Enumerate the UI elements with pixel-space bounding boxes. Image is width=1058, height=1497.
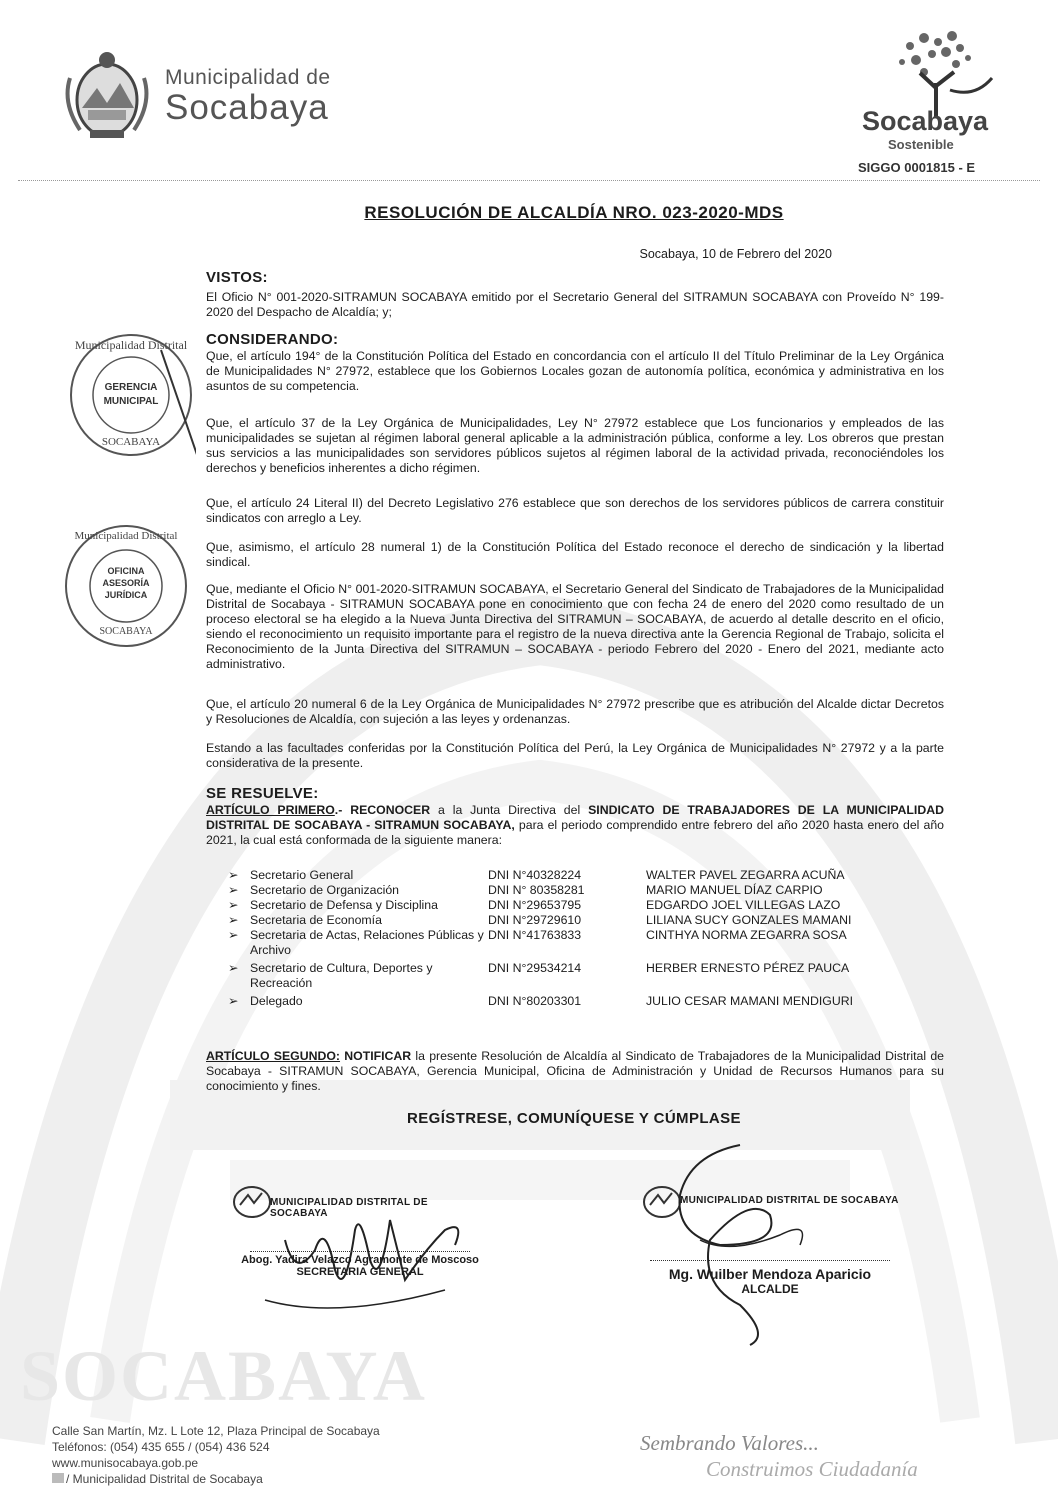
signature-municipality: MUNICIPALIDAD DISTRITAL DE SOCABAYA <box>680 1195 899 1206</box>
considerando-paragraph: Estando a las facultades conferidas por la Constitución Política del Perú, la Ley Orgánica de Municipalidades N° 27972 y a la parte considerativa de la presente. <box>206 741 944 770</box>
stamp-gerencia-municipal: Municipalidad Distrital GERENCIA MUNICIPAL SOCABAYA <box>66 330 196 460</box>
municipality-name: Socabaya <box>165 88 329 127</box>
bullet-arrow-icon: ➢ <box>228 898 239 912</box>
list-item: ➢ Secretaria de Actas, Relaciones Públicas y Archivo DNI N°41763833 CINTHYA NORMA ZEGARRA SOSA <box>228 928 847 957</box>
closing-formula: REGÍSTRESE, COMUNÍQUESE Y CÚMPLASE <box>407 1110 741 1127</box>
header-divider <box>18 180 1040 181</box>
resuelve-heading: SE RESUELVE: <box>206 785 319 802</box>
considerando-paragraph: Que, el artículo 24 Literal II) del Decreto Legislativo 276 establece que son derechos de los servidores públicos de carrera constituir sindicatos con arreglo a Ley. <box>206 496 944 525</box>
footer-website: www.munisocabaya.gob.pe <box>52 1456 199 1470</box>
secretary-name: Abog. Yadira Velazco Agramonte de Moscoso <box>241 1254 479 1266</box>
facebook-icon <box>52 1473 64 1483</box>
watermark-text: SOCABAYA <box>20 1336 427 1416</box>
bullet-arrow-icon: ➢ <box>228 961 239 975</box>
article-one-label: ARTÍCULO PRIMERO <box>206 803 335 817</box>
bullet-arrow-icon: ➢ <box>228 994 239 1008</box>
footer-social: / Municipalidad Distrital de Socabaya <box>52 1471 380 1487</box>
list-item: ➢ Secretario de Cultura, Deportes y Recreación DNI N°29534214 HERBER ERNESTO PÉREZ PAUCA <box>228 961 850 990</box>
article-two: ARTÍCULO SEGUNDO: NOTIFICAR la presente Resolución de Alcaldía al Sindicato de Trabajadores de la Municipalidad Distrital de Socabaya - SITRAMUN SOCABAYA, Gerencia Municipal, Oficina de Administración y Unidad de Recursos Humanos para su conocimiento y fines. <box>206 1049 945 1093</box>
considerando-paragraph: Que, mediante el Oficio N° 001-2020-SITRAMUN SOCABAYA, el Secretario General del Sindicato de Trabajadores de la Municipalidad Distrital de Socabaya - SITRAMUN SOCABAYA pone en conocimiento que con fecha 24 de enero del 2020 como resultado de un proceso electoral se ha elegido a la Nueva Junta Directiva del SITRAMUN – SOCABAYA, de acuerdo al detalle descrito en el oficio, siendo el reconocimiento un requisito importante para el registro de la nueva directiva ante la Gerencia Regional de Trabajo, solicita el Reconocimiento de la Junta Directiva del SITRAMUN – SOCABAYA - periodo Febrero del 2020 - Enero del 2021, mediante acto administrativo. <box>206 582 944 671</box>
footer-motto <box>640 1430 918 1482</box>
bullet-arrow-icon: ➢ <box>228 868 239 882</box>
list-item: ➢ Secretaria de Economía DNI N°29729610 LILIANA SUCY GONZALES MAMANI <box>228 913 852 927</box>
article-two-label: ARTÍCULO SEGUNDO: <box>206 1049 341 1063</box>
list-item: ➢ Delegado DNI N°80203301 JULIO CESAR MAMANI MENDIGURI <box>228 994 854 1008</box>
bullet-arrow-icon: ➢ <box>228 883 239 897</box>
secretary-title: SECRETARIA GENERAL <box>296 1266 424 1278</box>
vistos-heading: VISTOS: <box>206 269 268 286</box>
considerando-paragraph: Que, el artículo 194° de la Constitución Política del Estado en concordancia con el artículo II del Título Preliminar de la Ley Orgánica de Municipalidades N° 27972, establece que los Gobiernos Locales gozan de autonomía política, económica y administrativa en los asuntos de su competencia. <box>206 349 944 393</box>
brand-name: Socabaya <box>862 106 989 136</box>
brand-tagline: Sostenible <box>888 137 954 152</box>
bullet-arrow-icon: ➢ <box>228 913 239 927</box>
stamp-asesoria-juridica: Municipalidad Distrital OFICINA ASESORÍA JURÍDICA SOCABAYA <box>62 522 190 650</box>
signature-municipality: MUNICIPALIDAD DISTRITAL DE SOCABAYA <box>270 1197 428 1219</box>
signature-block-right-name <box>640 1260 900 1296</box>
footer-phones: Teléfonos: (054) 435 655 / (054) 436 524 <box>52 1440 270 1454</box>
municipal-crest-icon <box>62 48 152 143</box>
motto-line-1: Sembrando Valores... <box>640 1431 819 1455</box>
mayor-title: ALCALDE <box>741 1282 799 1296</box>
signature-block-left <box>270 1197 470 1219</box>
list-item: ➢ Secretario de Defensa y Disciplina DNI N°29653795 EDGARDO JOEL VILLEGAS LAZO <box>228 898 841 912</box>
list-item: ➢ Secretario de Organización DNI N° 80358281 MARIO MANUEL DÍAZ CARPIO <box>228 883 823 897</box>
footer-address: Calle San Martín, Mz. L Lote 12, Plaza Principal de Socabaya <box>52 1424 380 1438</box>
article-one-verb: RECONOCER <box>350 803 431 817</box>
signature-block-right <box>680 1195 910 1206</box>
signature-alcalde <box>650 1135 830 1350</box>
considerando-paragraph: Que, asimismo, el artículo 28 numeral 1) de la Constitución Política del Estado reconoce el derecho de sindicación y la libertad sindical. <box>206 540 944 569</box>
document-title: RESOLUCIÓN DE ALCALDÍA NRO. 023-2020-MDS <box>364 203 784 222</box>
motto-line-2: Construimos Ciudadanía <box>706 1457 918 1481</box>
article-one: ARTÍCULO PRIMERO.- RECONOCER a la Junta Directiva del SINDICATO DE TRABAJADORES DE LA MUNICIPALIDAD DISTRITAL DE SOCABAYA - SITRAMUN SOCABAYA, para el periodo comprendido entre febrero del año 2020 hasta enero del año 2021, la cual está conformada de la siguiente manera: <box>206 803 944 847</box>
document-reference: SIGGO 0001815 - E <box>858 160 976 175</box>
municipality-label: Municipalidad de <box>165 66 331 89</box>
footer-contact <box>52 1423 380 1487</box>
considerando-paragraph: Que, el artículo 20 numeral 6 de la Ley Orgánica de Municipalidades N° 27972 prescribe que es atribución del Alcalde dictar Decretos y Resoluciones de Alcaldía, con sujeción a las leyes y ordenanzas. <box>206 697 944 726</box>
considerando-paragraph: Que, el artículo 37 de la Ley Orgánica de Municipalidades, Ley N° 27972 establece que Los funcionarios y empleados de las municipalidades se sujetan al régimen laboral general aplicable a la administración pública, conforme a ley. Los obreros que prestan sus servicios a las municipalidades son servidores públicos sujetos al régimen laboral de la actividad privada, reconociéndoles los derechos y beneficios inherentes a dicho régimen. <box>206 416 944 475</box>
board-members-list <box>228 868 948 1009</box>
mayor-name: Mg. Wuilber Mendoza Aparicio <box>668 1266 872 1282</box>
bullet-arrow-icon: ➢ <box>228 928 239 942</box>
article-one-union: SINDICATO DE TRABAJADORES DE LA MUNICIPALIDAD DISTRITAL DE SOCABAYA - SITRAMUN SOCABAYA, <box>206 803 944 832</box>
signature-block-left-name <box>240 1251 480 1278</box>
list-item: ➢ Secretario General DNI N°40328224 WALTER PAVEL ZEGARRA ACUÑA <box>228 868 845 882</box>
vistos-paragraph: El Oficio N° 001-2020-SITRAMUN SOCABAYA emitido por el Secretario General del SITRAMUN SOCABAYA con Proveído N° 199-2020 del Despacho de Alcaldía; y; <box>206 290 944 319</box>
place-date: Socabaya, 10 de Febrero del 2020 <box>639 247 832 261</box>
article-two-verb: NOTIFICAR <box>344 1049 412 1063</box>
considerando-heading: CONSIDERANDO: <box>206 331 339 348</box>
